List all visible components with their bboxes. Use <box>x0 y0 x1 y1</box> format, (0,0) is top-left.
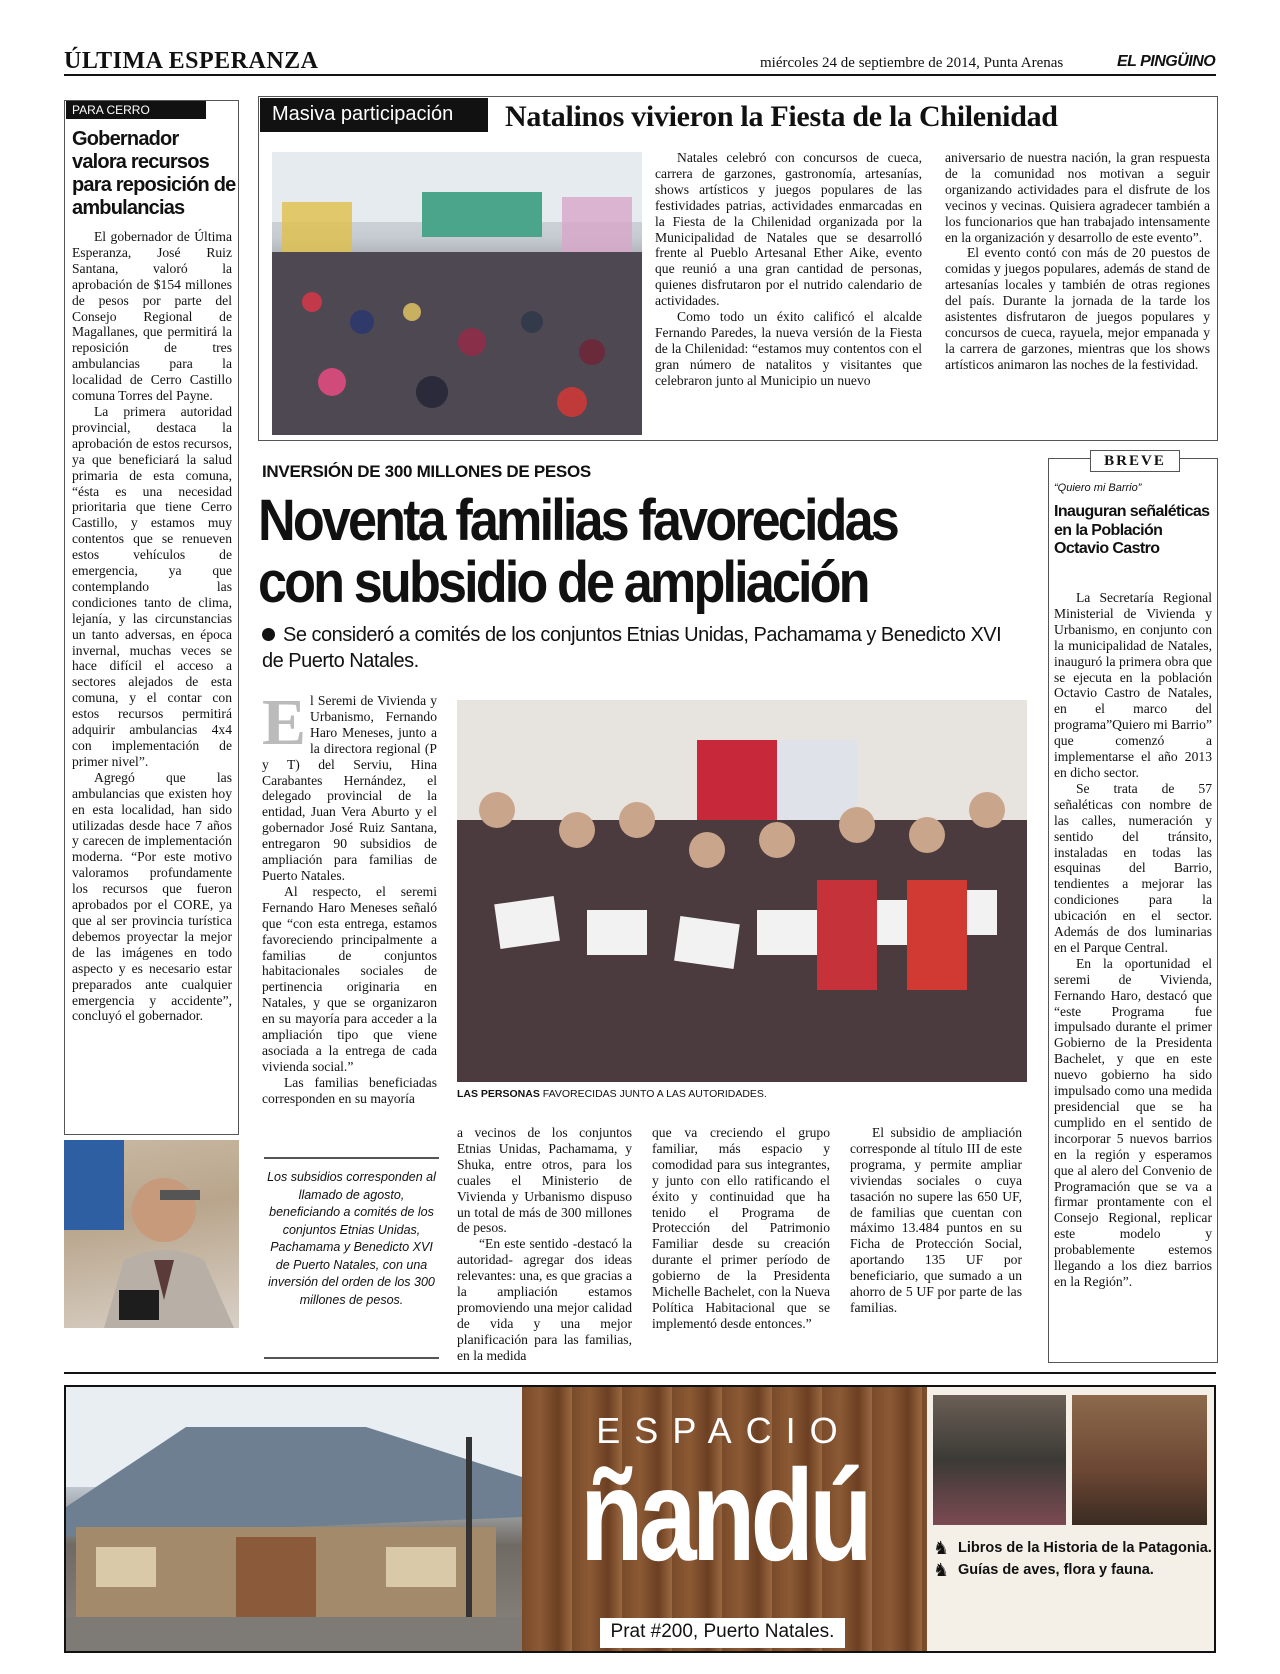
paragraph: Al respecto, el seremi Fernando Haro Meneses señaló que “con esta entrega, estamos favoreciendo principalmente a familias de conjuntos habitacionales sociales de pertinencia originaria en Natales, y que se organizaron en su mayoría para acceder a la ampliación tipo que viene asociada a la entrega de cada vivienda social.” <box>262 883 437 1074</box>
photo-caption <box>457 1088 1027 1100</box>
festival-crowd-photo <box>272 152 642 435</box>
caption-lead: LAS PERSONAS <box>457 1088 540 1100</box>
left-story-body <box>72 229 232 1024</box>
paragraph: El evento contó con más de 20 puestos de comidas y juegos populares, además de stand de artesanías locales y también de otras regiones del país. Durante la jornada de la tarde los asistentes disfrutaron de juegos populares y concursos de cueca, rayuela, mejor empanada y la carrera de garzones, mientras que los shows artísticos animaron las noches de la festividad. <box>945 245 1210 372</box>
beneficiaries-group-illustration <box>457 700 1027 1082</box>
header-rule <box>64 74 1216 76</box>
paragraph: Como todo un éxito calificó el alcalde Fernando Paredes, la nueva versión de la Fiesta de la Chilenidad: “estamos muy contentos con el gran número de natalitos y visitantes que celebraron junto al Municipio un nuevo <box>655 309 922 388</box>
paragraph: El gobernador de Última Esperanza, José Ruiz Santana, valoró la aprobación de $154 millones de pesos por parte del Consejo Regional de Magallanes, que permitirá la reposición de tres ambulancias para la localidad de Cerro Castillo comuna Torres del Payne. <box>72 229 232 404</box>
paragraph: Natales celebró con concursos de cueca, carrera de garzones, gastronomía, artesanías, shows artísticos y juegos populares de las festividades patrias, actividades enmarcadas en la Fiesta de la Chilenidad organizada por la Municipalidad de Natales que se desarrolló frente al Pueblo Artesanal Ether Aike, evento que reunió a una gran cantidad de personas, quienes disfrutaron por el nutrido calendario de actividades. <box>655 150 922 309</box>
drop-cap: E <box>262 686 307 759</box>
ad-tagline-1: Libros de la Historia de la Patagonia. <box>958 1540 1212 1556</box>
bullet-icon <box>262 628 275 641</box>
beneficiaries-photo <box>457 700 1027 1082</box>
store-front-photo <box>66 1387 522 1651</box>
governor-photo-illustration <box>64 1140 239 1328</box>
paragraph: que va creciendo el grupo familiar, más espacio y comodidad para sus integrantes, y junto con ello ratificando el éxito y continuidad que ha tenido el Programa de Protección del Patrimonio Familiar desde su creación durante el primer período de gobierno de la Presidenta Michelle Bachelet, con la Nueva Política Habitacional que se implementó desde entonces.” <box>652 1125 830 1331</box>
paragraph: a vecinos de los conjuntos Etnias Unidas, Pachamama, y Shuka, entre otros, para los cuales el Ministerio de Vivienda y Urbanismo dispuso un total de más de 300 millones de pesos. <box>457 1125 632 1236</box>
store-front-illustration <box>66 1387 522 1651</box>
paragraph: aniversario de nuestra nación, la gran respuesta de la comunidad nos motivan a seguir organizando actividades para el disfrute de los vecinos y vecinas. Quisiera agradecer también a los funcionarios que han trabajado intensamente en la organización y desarrollo de este evento”. <box>945 150 1210 245</box>
store-interior-photo-2 <box>1072 1395 1207 1525</box>
governor-photo <box>64 1140 239 1328</box>
main-story-kicker: INVERSIÓN DE 300 MILLONES DE PESOS <box>262 462 591 481</box>
festival-crowd-illustration <box>272 152 642 435</box>
breve-label: BREVE <box>1090 450 1180 472</box>
top-story-column-1 <box>655 150 922 389</box>
newspaper-logo: EL PINGÜINO <box>1117 53 1216 70</box>
headline-line-1: Noventa familias favorecidas <box>258 488 897 553</box>
subtitle-text: Se consideró a comités de los conjuntos Etnias Unidas, Pachamama y Benedicto XVI de Puerto Natales. <box>262 624 1002 672</box>
breve-kicker: “Quiero mi Barrio” <box>1054 482 1142 494</box>
paragraph: “En este sentido -destacó la autoridad- agregar dos ideas relevantes: una, es que gracias a la ampliación estamos promoviendo una mejor calidad de vida y una mejor planificación para las familias, en la medida <box>457 1236 632 1363</box>
paragraph: La primera autoridad provincial, destaca la aprobación de estos recursos, ya que beneficiará la salud primaria de esta comuna, “ésta es una necesidad prioritaria que tiene Cerro Castillo, y estamos muy contentos que se renueven estos vehículos de emergencia, ya que contemplando las condiciones tanto de clima, lejanía, y las circunstancias un tanto adversas, en época invernal, muchas veces se hace difícil el acceso a sectores alejados de esta comuna, y el contar con estos recursos permitirá adquirir ambulancias 4x4 con implementación de primer nivel”. <box>72 403 232 769</box>
ad-address: Prat #200, Puerto Natales. <box>600 1618 845 1648</box>
breve-headline: Inauguran señaléticas en la Población Octavio Castro <box>1054 503 1210 557</box>
paragraph: La Secretaría Regional Ministerial de Vivienda y Urbanismo, en conjunto con la municipalidad de Natales, inauguró la primera obra que se ejecuta en la población Octavio Castro de Natales, en el marco del programa”Quiero mi Barrio” que comenzó a implementarse el año 2013 en dicho sector. <box>1054 590 1212 780</box>
section-title: ÚLTIMA ESPERANZA <box>64 48 319 74</box>
left-story-kicker: PARA CERRO CASTILLO <box>66 101 206 119</box>
paragraph: El subsidio de ampliación corresponde al título III de este programa, y permite ampliar viviendas sociales o cuya tasación no supere las 650 UF, de familias que cuentan con máximo 13.484 puntos en su Ficha de Protección Social, aportando 135 UF por beneficiario, que sumado a un ahorro de 5 UF por parte de las familias. <box>850 1125 1022 1315</box>
main-story-column-4 <box>850 1125 1022 1316</box>
store-interior-photo-1 <box>933 1395 1066 1525</box>
paragraph <box>262 686 437 884</box>
paragraph-text: l Seremi de Vivienda y Urbanismo, Fernando Haro Meneses, junto a la directora regional (P y T) del Serviu, Hina Carabantes Hernández, el delegado provincial de la entidad, Juan Vera Aburto y el gobernador José Ruiz Santana, entregaron 90 subsidios de ampliación para familias de Puerto Natales. <box>262 693 437 883</box>
ad-tagline-2: Guías de aves, flora y fauna. <box>958 1562 1154 1578</box>
ad-brand-word-1: ESPACIO <box>596 1410 852 1451</box>
paragraph: Las familias beneficiadas corresponden en su mayoría <box>262 1074 437 1106</box>
ad-brand-word-2: ñandú <box>580 1442 868 1588</box>
paragraph: Agregó que las ambulancias que existen hoy en esta localidad, han sido utilizadas desde hace 7 años y carecen de implementación moderna. “Por este motivo valoramos profundamente los recursos que fueron aprobados por el CORE, ya que al ser provincia turística debemos proyectar la mejor de las imágenes en todo aspecto y es necesario estar preparados ante cualquier emergencia y accidente”, concluyó el gobernador. <box>72 769 232 1024</box>
main-story-column-2 <box>457 1125 632 1364</box>
pull-quote: Los subsidios corresponden al llamado de agosto, beneficiando a comités de los conjuntos Etnias Unidas, Pachamama y Benedicto XVI de Puerto Natales, con una inversión del orden de los 300 millones de pesos. <box>264 1157 439 1359</box>
bottom-rule <box>64 1372 1216 1374</box>
top-story-column-2 <box>945 150 1210 373</box>
main-story-headline <box>258 490 915 614</box>
rhea-bird-icon: ♞ <box>933 1538 950 1559</box>
headline-line-2: con subsidio de ampliación <box>258 550 868 615</box>
rhea-bird-icon: ♞ <box>933 1560 950 1581</box>
paragraph: En la oportunidad el seremi de Vivienda, Fernando Haro, destacó que “este Programa fue impulsado durante el primer Gobierno de la Presidenta Bachelet, y que en este nuevo gobierno ha sido impulsado como una medida presidencial que se ha cumplido en el sentido de incorporar 5 nuevos barrios en la región y esperamos que al alero del Convenio de Programación que se va a firmar prontamente con el Consejo Regional, replicar este modelo y probablemente estemos llegando a los diez barrios en la Región”. <box>1054 955 1212 1289</box>
breve-body <box>1054 590 1212 1290</box>
left-story-headline: Gobernador valora recursos para reposición de ambulancias <box>72 128 236 219</box>
main-story-column-3 <box>652 1125 830 1332</box>
issue-date: miércoles 24 de septiembre de 2014, Punta Arenas <box>760 55 1064 71</box>
top-story-kicker: Masiva participación <box>260 98 488 132</box>
paragraph: Se trata de 57 señaléticas con nombre de las calles, numeración y sentido del tránsito, instaladas en todas las esquinas del Barrio, tendientes a mejorar las condiciones para la ubicación en el sector. Además de dos luminarias en el Parque Central. <box>1054 780 1212 955</box>
caption-text: FAVORECIDAS JUNTO A LAS AUTORIDADES. <box>539 1088 767 1100</box>
main-story-subtitle <box>262 622 1002 674</box>
top-story-headline: Natalinos vivieron la Fiesta de la Chilenidad <box>505 100 1058 133</box>
main-story-column-1 <box>262 686 437 1107</box>
